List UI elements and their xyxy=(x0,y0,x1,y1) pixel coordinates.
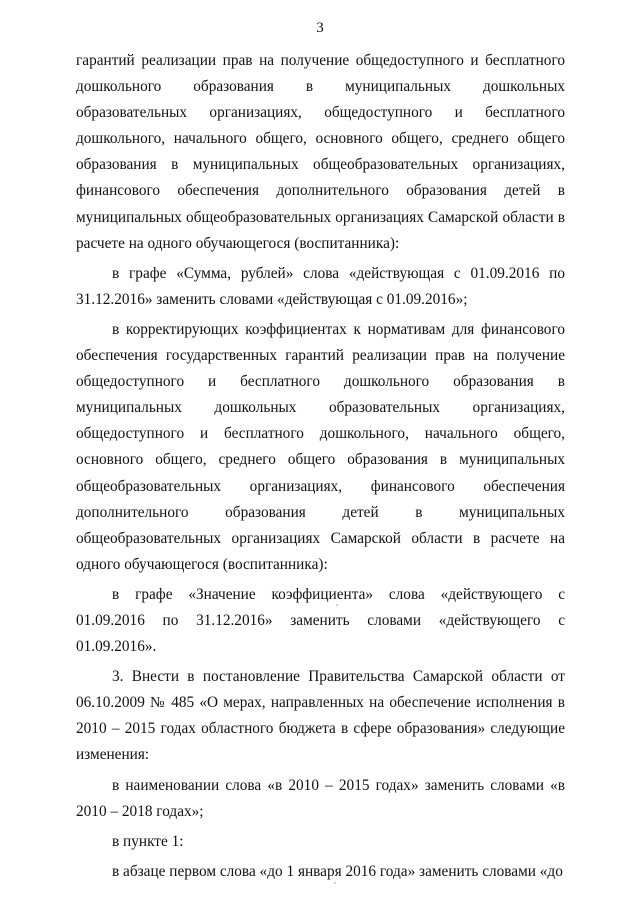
paragraph-item-3: 3. Внести в постановление Правительства Самарской области от 06.10.2009 № 485 «О мерах, направленных на обеспечение исполнения в 2010 – 2015 годах областного бюджета в сфере образования» следующие изменения: xyxy=(76,668,565,764)
scan-speck xyxy=(334,882,336,884)
paragraph-first-paragraph: в абзаце первом слова «до 1 января 2016 года» заменить словами «до xyxy=(112,862,563,880)
paragraph-coefficient-column: в графе «Значение коэффициента» слова «действующего с 01.09.2016 по 31.12.2016» заменить словами «действующего с 01.09.2016». xyxy=(76,585,565,656)
document-body xyxy=(76,48,565,885)
paragraph-point-1: в пункте 1: xyxy=(112,832,184,850)
page-number: 3 xyxy=(316,20,324,36)
paragraph-title-change: в наименовании слова «в 2010 – 2015 годах» заменить словами «в 2010 – 2018 годах»; xyxy=(76,776,565,820)
paragraph-continuation: гарантий реализации прав на получение общедоступного и бесплатного дошкольного образования в муниципальных дошкольных образовательных организациях, общедоступного и бесплатного дошкольного, начального общего, основного общего, среднего общего образования в муниципальных общеобразовательных организациях, финансового обеспечения дополнительного образования детей в муниципальных общеобразовательных организациях Самарской области в расчете на одного обучающегося (воспитанника): xyxy=(76,52,565,252)
paragraph-sum-column: в графе «Сумма, рублей» слова «действующая с 01.09.2016 по 31.12.2016» заменить словами «действующая с 01.09.2016»; xyxy=(76,264,565,308)
scan-speck xyxy=(336,604,338,606)
paragraph-coefficients: в корректирующих коэффициентах к нормативам для финансового обеспечения государственных гарантий реализации прав на получение общедоступного и бесплатного дошкольного образования в муниципальных дошкольных образовательных организациях, общедоступного и бесплатного дошкольного, начального общего, основного общего, среднего общего образования в муниципальных общеобразовательных организациях, финансового обеспечения дополнительного образования детей в муниципальных общеобразовательных организациях Самарской области в расчете на одного обучающегося (воспитанника): xyxy=(76,320,565,573)
